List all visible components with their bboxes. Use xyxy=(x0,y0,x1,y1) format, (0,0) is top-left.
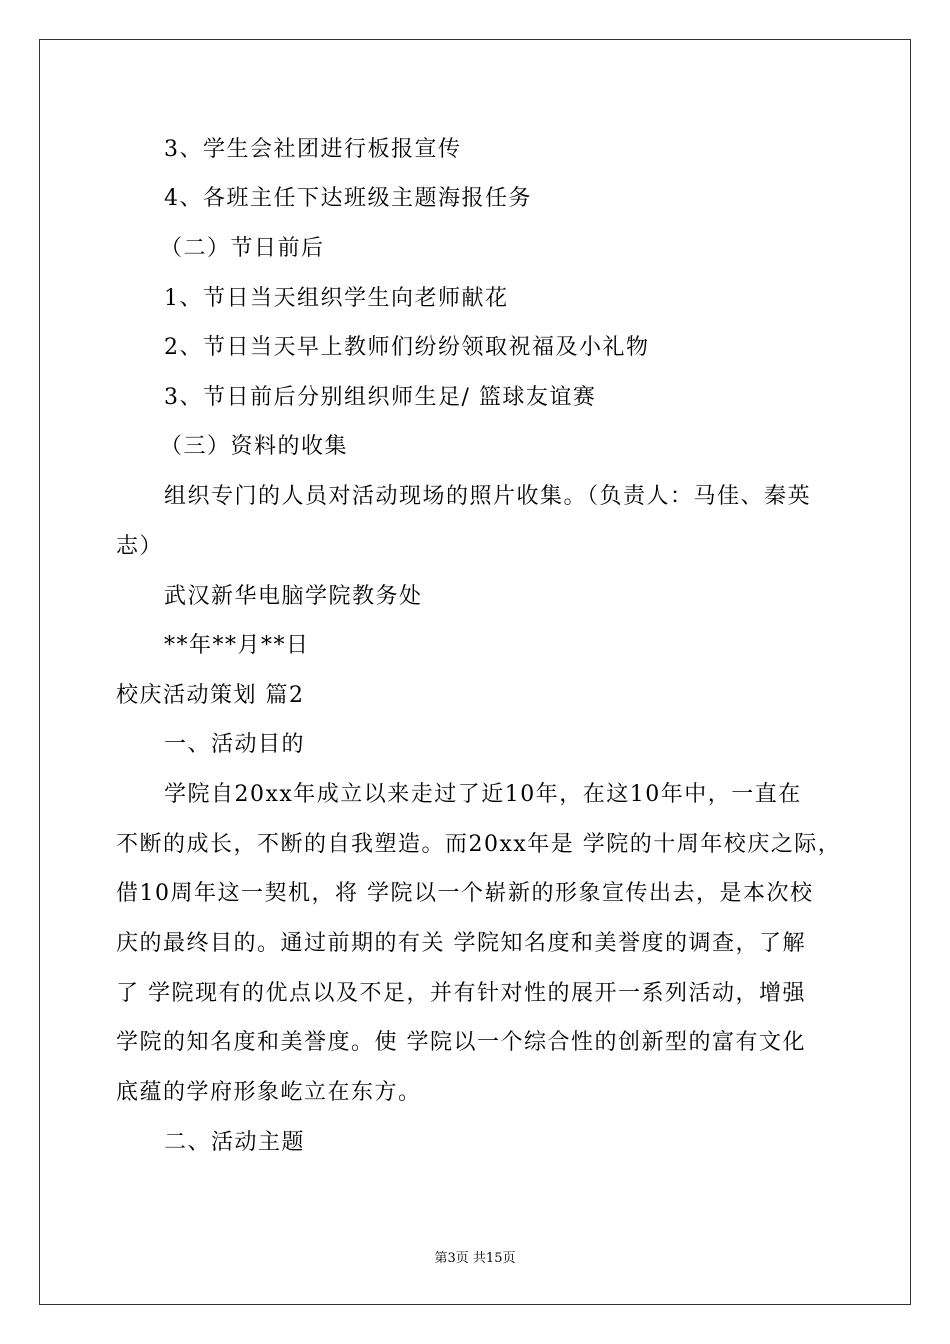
section-heading: （三）资料的收集 xyxy=(160,434,349,459)
text-line: 志） xyxy=(116,534,164,559)
text-line: 4、各班主任下达班级主题海报任务 xyxy=(164,186,532,211)
section-heading: （二）节日前后 xyxy=(160,236,325,261)
text-line: 庆的最终目的。通过前期的有关 学院知名度和美誉度的调查，了解 xyxy=(116,931,806,956)
text-line: 底蕴的学府形象屹立在东方。 xyxy=(116,1080,422,1105)
text-line: 3、学生会社团进行板报宣传 xyxy=(164,137,462,162)
text-line: 借10周年这一契机，将 学院以一个崭新的形象宣传出去，是本次校 xyxy=(116,881,814,906)
text-line: 学院自20xx年成立以来走过了近10年，在这10年中，一直在 xyxy=(164,782,802,807)
signature-date: **年**月**日 xyxy=(164,633,310,658)
text-line: 学院的知名度和美誉度。使 学院以一个综合性的创新型的富有文化 xyxy=(116,1030,806,1055)
text-line: 组织专门的人员对活动现场的照片收集。（负责人：马佳、秦英 xyxy=(164,484,812,509)
section-heading: 一、活动目的 xyxy=(164,732,306,757)
article-title: 校庆活动策划 篇2 xyxy=(116,683,305,708)
text-line: 不断的成长，不断的自我塑造。而20xx年是 学院的十周年校庆之际， xyxy=(116,832,842,857)
text-line: 了 学院现有的优点以及不足，并有针对性的展开一系列活动，增强 xyxy=(116,981,806,1006)
section-heading: 二、活动主题 xyxy=(164,1130,306,1155)
text-line: 3、节日前后分别组织师生足/ 篮球友谊赛 xyxy=(164,385,597,410)
page-footer: 第3页 共15页 xyxy=(434,1251,516,1266)
signature-org: 武汉新华电脑学院教务处 xyxy=(164,584,423,609)
text-line: 2、节日当天早上教师们纷纷领取祝福及小礼物 xyxy=(164,335,650,360)
page-frame xyxy=(39,39,911,1305)
text-line: 1、节日当天组织学生向老师献花 xyxy=(164,286,509,311)
